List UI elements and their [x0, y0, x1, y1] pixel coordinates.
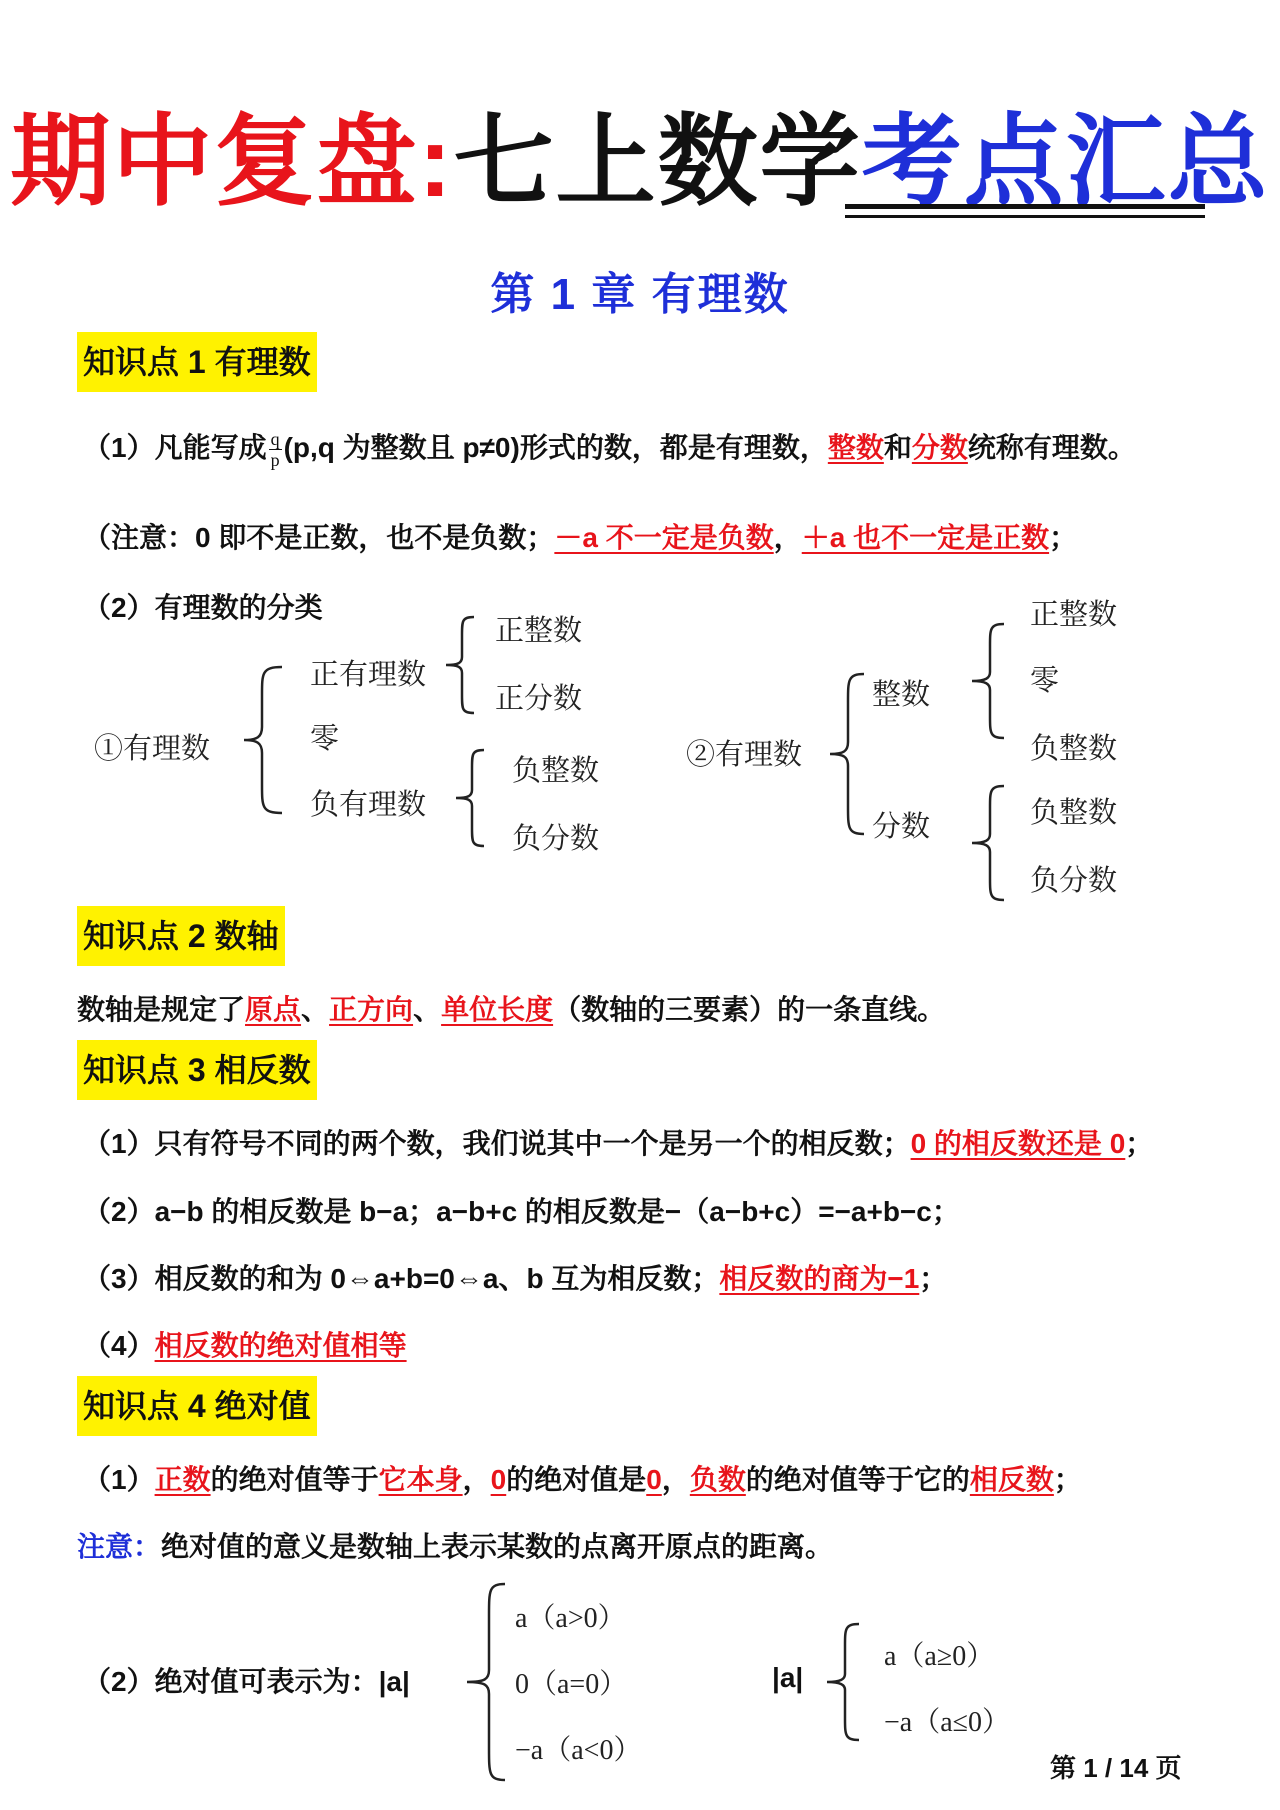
- kp2-l1-prefix: 数轴是规定了: [77, 994, 246, 1025]
- kp3-l3-tail: ；: [919, 1263, 948, 1294]
- tree2-zero: 零: [1030, 665, 1060, 697]
- tree2-negative-integer: 负整数: [1030, 733, 1118, 765]
- kp1-l2-highlight-2: ＋a 也不一定是正数: [801, 522, 1050, 553]
- tree1-negative-integer: 负整数: [512, 755, 600, 787]
- tree1-zero: 零: [310, 723, 340, 755]
- kp4-l1-highlight-1: 正数: [154, 1464, 211, 1495]
- tree2-fraction: 分数: [872, 811, 931, 843]
- kp1-l2-prefix: （注意：0 即不是正数，也不是负数；: [83, 522, 555, 553]
- kp2-l1-highlight-2: 正方向: [329, 994, 414, 1025]
- abs-case-negative: −a（a<0）: [515, 1735, 642, 1766]
- kp4-l1-highlight-5: 负数: [689, 1464, 746, 1495]
- kp1-l1-highlight-2: 分数: [911, 432, 968, 463]
- kp3-l1-highlight: 0 的相反数还是 0: [910, 1128, 1126, 1159]
- kp3-line-1: [83, 1124, 1153, 1164]
- kp4-l1-text-1: 的绝对值等于: [210, 1464, 379, 1495]
- tree1-positive-brace: [440, 615, 480, 715]
- kp3-l4-prefix: （4）: [83, 1330, 155, 1361]
- tree2-main-brace: [820, 672, 870, 836]
- tree2-fraction-item-1: 负整数: [1030, 797, 1118, 829]
- tree2-positive-integer: 正整数: [1030, 599, 1118, 631]
- kp3-line-3: [83, 1259, 947, 1299]
- kp1-l1-mid: (p,q 为整数且 p≠0)形式的数，都是有理数，: [283, 432, 828, 463]
- title-double-underline: [845, 204, 1205, 218]
- abs-case-positive: a（a>0）: [515, 1603, 626, 1634]
- title-part-1: 期中复盘: [10, 106, 419, 218]
- kp1-line-1: [83, 428, 1136, 470]
- tree1-negative-fraction: 负分数: [512, 823, 600, 855]
- kp2-line-1: [77, 990, 945, 1030]
- kp3-heading: 知识点 3 相反数: [77, 1040, 317, 1100]
- title-part-2: 七上数学: [453, 106, 862, 218]
- abs-case-zero: 0（a=0）: [515, 1669, 628, 1700]
- tree2-fraction-item-2: 负分数: [1030, 865, 1118, 897]
- kp1-heading: 知识点 1 有理数: [77, 332, 317, 392]
- abs-value-2: |a|: [772, 1662, 804, 1693]
- kp4-l1-text-4: ，: [661, 1464, 690, 1495]
- tree1-main-brace: [232, 665, 292, 815]
- tree1-positive: 正有理数: [310, 659, 427, 691]
- kp1-l1-prefix: （1）凡能写成: [83, 432, 267, 463]
- kp1-l2-sep: ，: [773, 522, 802, 553]
- kp4-l1-text-3: 的绝对值是: [506, 1464, 647, 1495]
- tree2-fraction-brace: [960, 784, 1010, 902]
- fraction-numerator: q: [270, 429, 280, 450]
- kp1-line-3: （2）有理数的分类: [83, 592, 323, 623]
- kp3-l3-prefix: （3）相反数的和为 0⇔a+b=0⇔a、b 互为相反数；: [83, 1263, 720, 1294]
- kp4-note-text: 绝对值的意义是数轴上表示某数的点离开原点的距离。: [161, 1531, 834, 1562]
- fraction-q-over-p: [269, 429, 282, 470]
- kp1-l1-and: 和: [883, 432, 912, 463]
- kp4-heading: 知识点 4 绝对值: [77, 1376, 317, 1436]
- kp1-l2-tail: ；: [1049, 522, 1078, 553]
- kp4-note-label: 注意：: [77, 1531, 162, 1562]
- tree1-positive-fraction: 正分数: [495, 683, 583, 715]
- kp2-l1-highlight-1: 原点: [245, 994, 302, 1025]
- title-colon: :: [418, 106, 454, 218]
- kp1-l1-tail: 统称有理数。: [967, 432, 1136, 463]
- abs-case-nonnegative: a（a≥0）: [884, 1641, 995, 1672]
- kp1-line-2: [83, 518, 1077, 558]
- abs-def-brace-2: [815, 1622, 865, 1742]
- chapter-heading: 第 1 章 有理数: [490, 270, 790, 319]
- kp4-l1-prefix: （1）: [83, 1464, 155, 1495]
- kp3-line-4: [83, 1326, 407, 1366]
- kp4-l1-highlight-2: 它本身: [378, 1464, 463, 1495]
- kp4-line-1: [83, 1460, 1082, 1500]
- kp2-l1-tail: （数轴的三要素）的一条直线。: [553, 994, 946, 1025]
- kp4-l1-tail: ；: [1053, 1464, 1082, 1495]
- kp4-l1-highlight-3: 0: [490, 1464, 507, 1495]
- kp4-line-2: （2）绝对值可表示为：|a|: [83, 1666, 410, 1697]
- kp3-line-2: （2）a−b 的相反数是 b−a；a−b+c 的相反数是−（a−b+c）=−a+b−c；: [83, 1196, 960, 1227]
- kp3-l4-highlight: 相反数的绝对值相等: [154, 1330, 407, 1361]
- kp4-l1-highlight-4: 0: [646, 1464, 662, 1495]
- tree2-integer-brace: [960, 622, 1010, 740]
- kp3-l3-highlight: 相反数的商为−1: [719, 1263, 920, 1294]
- tree1-negative-brace: [450, 748, 490, 848]
- abs-case-nonpositive: −a（a≤0）: [884, 1707, 1011, 1738]
- title-part-3: 考点汇总: [861, 106, 1270, 218]
- page-title: [0, 106, 1280, 218]
- tree1-positive-integer: 正整数: [495, 615, 583, 647]
- kp2-l1-sep-2: 、: [413, 994, 442, 1025]
- kp2-l1-sep-1: 、: [301, 994, 330, 1025]
- kp2-heading: 知识点 2 数轴: [77, 906, 285, 966]
- kp1-l2-highlight-1: －a 不一定是负数: [554, 522, 774, 553]
- kp3-l1-tail: ；: [1125, 1128, 1154, 1159]
- fraction-denominator: p: [270, 450, 280, 471]
- kp2-l1-highlight-3: 单位长度: [441, 994, 554, 1025]
- kp3-l1-prefix: （1）只有符号不同的两个数，我们说其中一个是另一个的相反数；: [83, 1128, 911, 1159]
- page-number: 第 1 / 14 页: [1050, 1753, 1182, 1783]
- abs-def-brace-1: [455, 1582, 515, 1782]
- tree1-negative: 负有理数: [310, 789, 427, 821]
- kp1-l1-highlight-1: 整数: [827, 432, 884, 463]
- tree2-integer: 整数: [872, 679, 931, 711]
- kp4-note: [77, 1527, 833, 1567]
- kp4-l1-text-2: ，: [462, 1464, 491, 1495]
- kp4-l1-text-5: 的绝对值等于它的: [745, 1464, 970, 1495]
- tree1-root: ①有理数: [94, 733, 211, 765]
- kp4-l1-highlight-6: 相反数: [969, 1464, 1054, 1495]
- tree2-root: ②有理数: [686, 739, 803, 771]
